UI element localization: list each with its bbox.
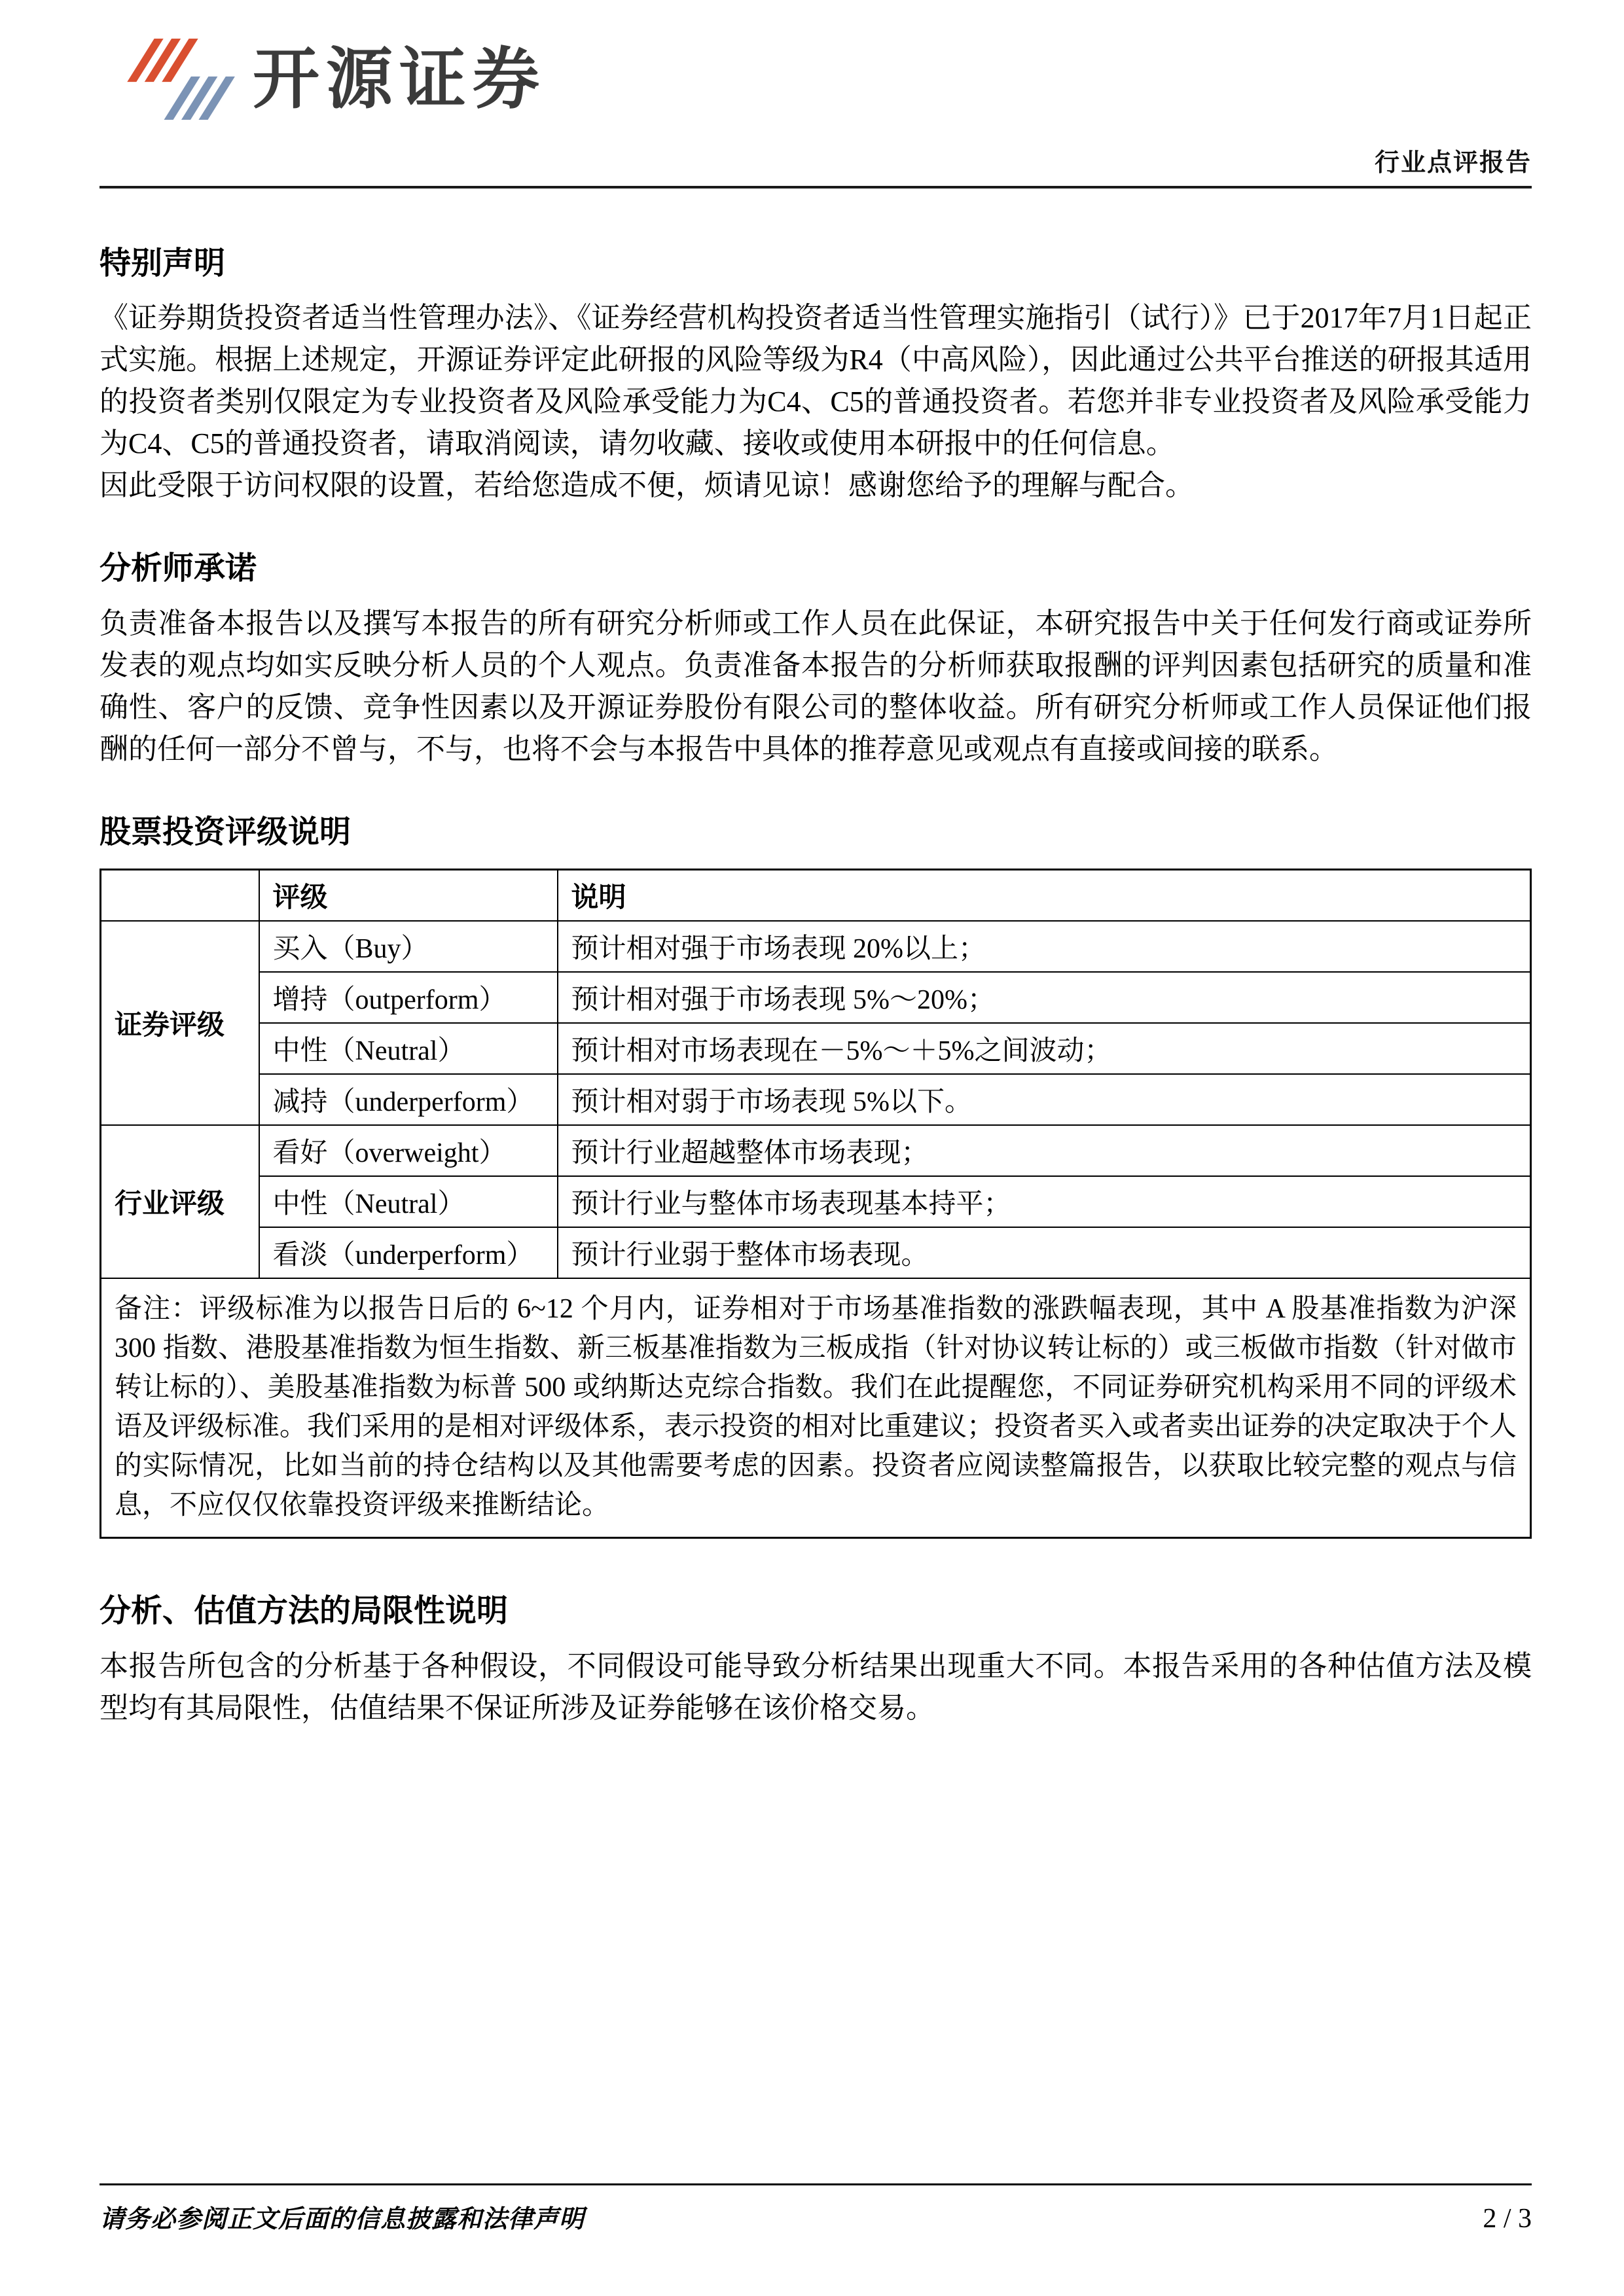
section-rating-explanation [99,812,1532,1539]
rating-desc-cell: 预计相对强于市场表现 5%～20%； [558,972,1531,1023]
page-footer [99,2183,1532,2234]
special-statement-paragraph: 《证券期货投资者适当性管理办法》、《证券经营机构投资者适当性管理实施指引（试行）》已于2017年7月1日起正式实施。根据上述规定，开源证券评定此研报的风险等级为R4（中高风险），因此通过公共平台推送的研报其适用的投资者类别仅限定为专业投资者及风险承受能力为C4、C5的普通投资者。若您并非专业投资者及风险承受能力为C4、C5的普通投资者，请取消阅读，请勿收藏、接收或使用本研报中的任何信息。 [99,302,1532,460]
brand-logo-text: 开源证券 [253,42,546,117]
column-header-rating: 评级 [259,870,558,922]
rating-note-cell: 备注：评级标准为以报告日后的 6~12 个月内，证券相对于市场基准指数的涨跌幅表现，其中 A 股基准指数为沪深 300 指数、港股基准指数为恒生指数、新三板基准指数为三板成指（针对协议转让标的）或三板做市指数（针对做市转让标的）、美股基准指数为标普 500 或纳斯达克综合指数。我们在此提醒您，不同证券研究机构采用不同的评级术语及评级标准。我们采用的是相对评级体系，表示投资的相对比重建议；投资者买入或者卖出证券的决定取决于个人的实际情况，比如当前的持仓结构以及其他需要考虑的因素。投资者应阅读整篇报告，以获取比较完整的观点与信息，不应仅仅依靠投资评级来推断结论。 [101,1278,1531,1538]
rating-table [99,869,1532,1539]
rating-desc-cell: 预计行业弱于整体市场表现。 [558,1227,1531,1278]
table-row [101,1176,1531,1227]
brand-logo [122,34,546,124]
valuation-limitations-paragraph: 本报告所包含的分析基于各种假设，不同假设可能导致分析结果出现重大不同。本报告采用的各种估值方法及模型均有其局限性，估值结果不保证所涉及证券能够在该价格交易。 [99,1649,1532,1724]
special-statement-paragraph: 因此受限于访问权限的设置，若给您造成不便，烦请见谅！感谢您给予的理解与配合。 [99,469,1194,502]
page-number: 2 / 3 [1483,2204,1532,2234]
table-row [101,1125,1531,1176]
logo-red-stripes [127,39,198,82]
group-label-securities-rating: 证券评级 [101,921,259,1125]
rating-name-cell: 中性（Neutral） [259,1176,558,1227]
table-corner-cell [101,870,259,922]
rating-desc-cell: 预计行业超越整体市场表现； [558,1125,1531,1176]
page-body [99,243,1532,1729]
rating-name-cell: 增持（outperform） [259,972,558,1023]
analyst-commitment-paragraph: 负责准备本报告以及撰写本报告的所有研究分析师或工作人员在此保证，本研究报告中关于任何发行商或证券所发表的观点均如实反映分析人员的个人观点。负责准备本报告的分析师获取报酬的评判因素包括研究的质量和准确性、客户的反馈、竞争性因素以及开源证券股份有限公司的整体收益。所有研究分析师或工作人员保证他们报酬的任何一部分不曾与，不与，也将不会与本报告中具体的推荐意见或观点有直接或间接的联系。 [99,607,1532,765]
rating-desc-cell: 预计相对弱于市场表现 5%以下。 [558,1074,1531,1125]
rating-name-cell: 中性（Neutral） [259,1023,558,1074]
page-header [99,0,1532,188]
section-special-statement [99,243,1532,507]
table-row [101,921,1531,972]
section-valuation-limitations [99,1591,1532,1729]
table-row [101,1023,1531,1074]
table-row [101,1227,1531,1278]
rating-name-cell: 减持（underperform） [259,1074,558,1125]
footer-disclaimer: 请务必参阅正文后面的信息披露和法律声明 [99,2206,585,2233]
logo-blue-stripes [164,77,235,120]
special-statement-title: 特别声明 [99,246,226,281]
report-type-label: 行业点评报告 [1374,149,1532,177]
table-header-row [101,870,1531,922]
rating-name-cell: 买入（Buy） [259,921,558,972]
rating-desc-cell: 预计相对市场表现在－5%～＋5%之间波动； [558,1023,1531,1074]
group-label-industry-rating: 行业评级 [101,1125,259,1278]
valuation-limitations-title: 分析、估值方法的局限性说明 [99,1594,509,1629]
rating-desc-cell: 预计相对强于市场表现 20%以上； [558,921,1531,972]
table-note-row [101,1278,1531,1538]
rating-explanation-title: 股票投资评级说明 [99,814,352,850]
table-row [101,972,1531,1023]
section-analyst-commitment [99,548,1532,770]
rating-name-cell: 看好（overweight） [259,1125,558,1176]
brand-logo-icon [122,34,241,124]
rating-desc-cell: 预计行业与整体市场表现基本持平； [558,1176,1531,1227]
analyst-commitment-title: 分析师承诺 [99,551,257,586]
rating-name-cell: 看淡（underperform） [259,1227,558,1278]
column-header-description: 说明 [558,870,1531,922]
table-row [101,1074,1531,1125]
